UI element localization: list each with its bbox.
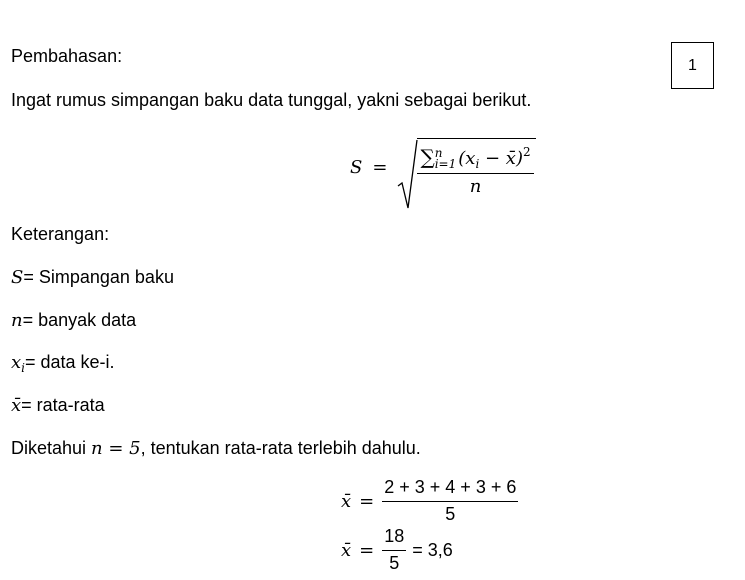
formula-term: (x [458,147,476,169]
mean-lhs: x̄ [341,539,352,561]
definition-text: = banyak data [22,310,137,330]
mean-numerator-2: 18 [382,526,406,551]
definition-text: = data ke-i. [25,352,115,372]
mean-equals: = [359,490,375,512]
formula-lhs: S [350,156,363,178]
definition-xbar [11,394,105,417]
page-number: 1 [688,56,697,74]
definition-s [11,266,174,289]
formula-numerator [417,145,533,174]
definition-text: = rata-rata [21,395,105,415]
mean-lhs: x̄ [341,490,352,512]
mean-result: = 3,6 [412,539,453,560]
formula-fraction [417,138,535,197]
known-prefix: Diketahui [11,438,92,458]
sqrt-sign [397,138,535,197]
heading: Pembahasan: [11,46,123,66]
known-suffix: , tentukan rata-rata terlebih dahulu. [140,438,421,458]
sum-lower: i=1 [434,156,457,171]
keterangan-label: Keterangan: [11,224,110,244]
formula-equals: = [372,156,388,178]
mean-fraction-1 [382,477,518,525]
std-dev-formula [350,130,536,204]
mean-step-1 [341,477,518,525]
mean-denominator-1: 5 [445,504,456,524]
page-number-box [671,42,714,89]
mean-denominator-2: 5 [389,553,400,573]
definition-n [11,309,136,332]
formula-denominator: n [469,175,482,197]
mean-equals: = [359,539,375,561]
symbol: x̄ [11,395,22,416]
mean-step-2 [341,526,453,574]
known-line [11,437,421,460]
sum-symbol: ∑ [420,144,435,169]
symbol: S [11,267,24,288]
formula-term-rest: − x̄) [479,147,523,169]
symbol-sub: i [21,361,25,375]
sum-upper: n [434,145,443,160]
mean-numerator-1: 2 + 3 + 4 + 3 + 6 [382,477,518,502]
symbol: n [11,310,23,331]
formula-power: 2 [522,144,531,159]
definition-xi [11,351,115,379]
mean-fraction-2 [382,526,406,574]
radical-icon [397,138,419,212]
definition-text: = Simpangan baku [23,267,174,287]
formula-term-sub: i [475,156,480,171]
known-math: n = 5 [91,438,141,459]
intro-text: Ingat rumus simpangan baku data tunggal, yakni sebagai berikut. [11,90,532,110]
symbol: x [11,352,22,373]
